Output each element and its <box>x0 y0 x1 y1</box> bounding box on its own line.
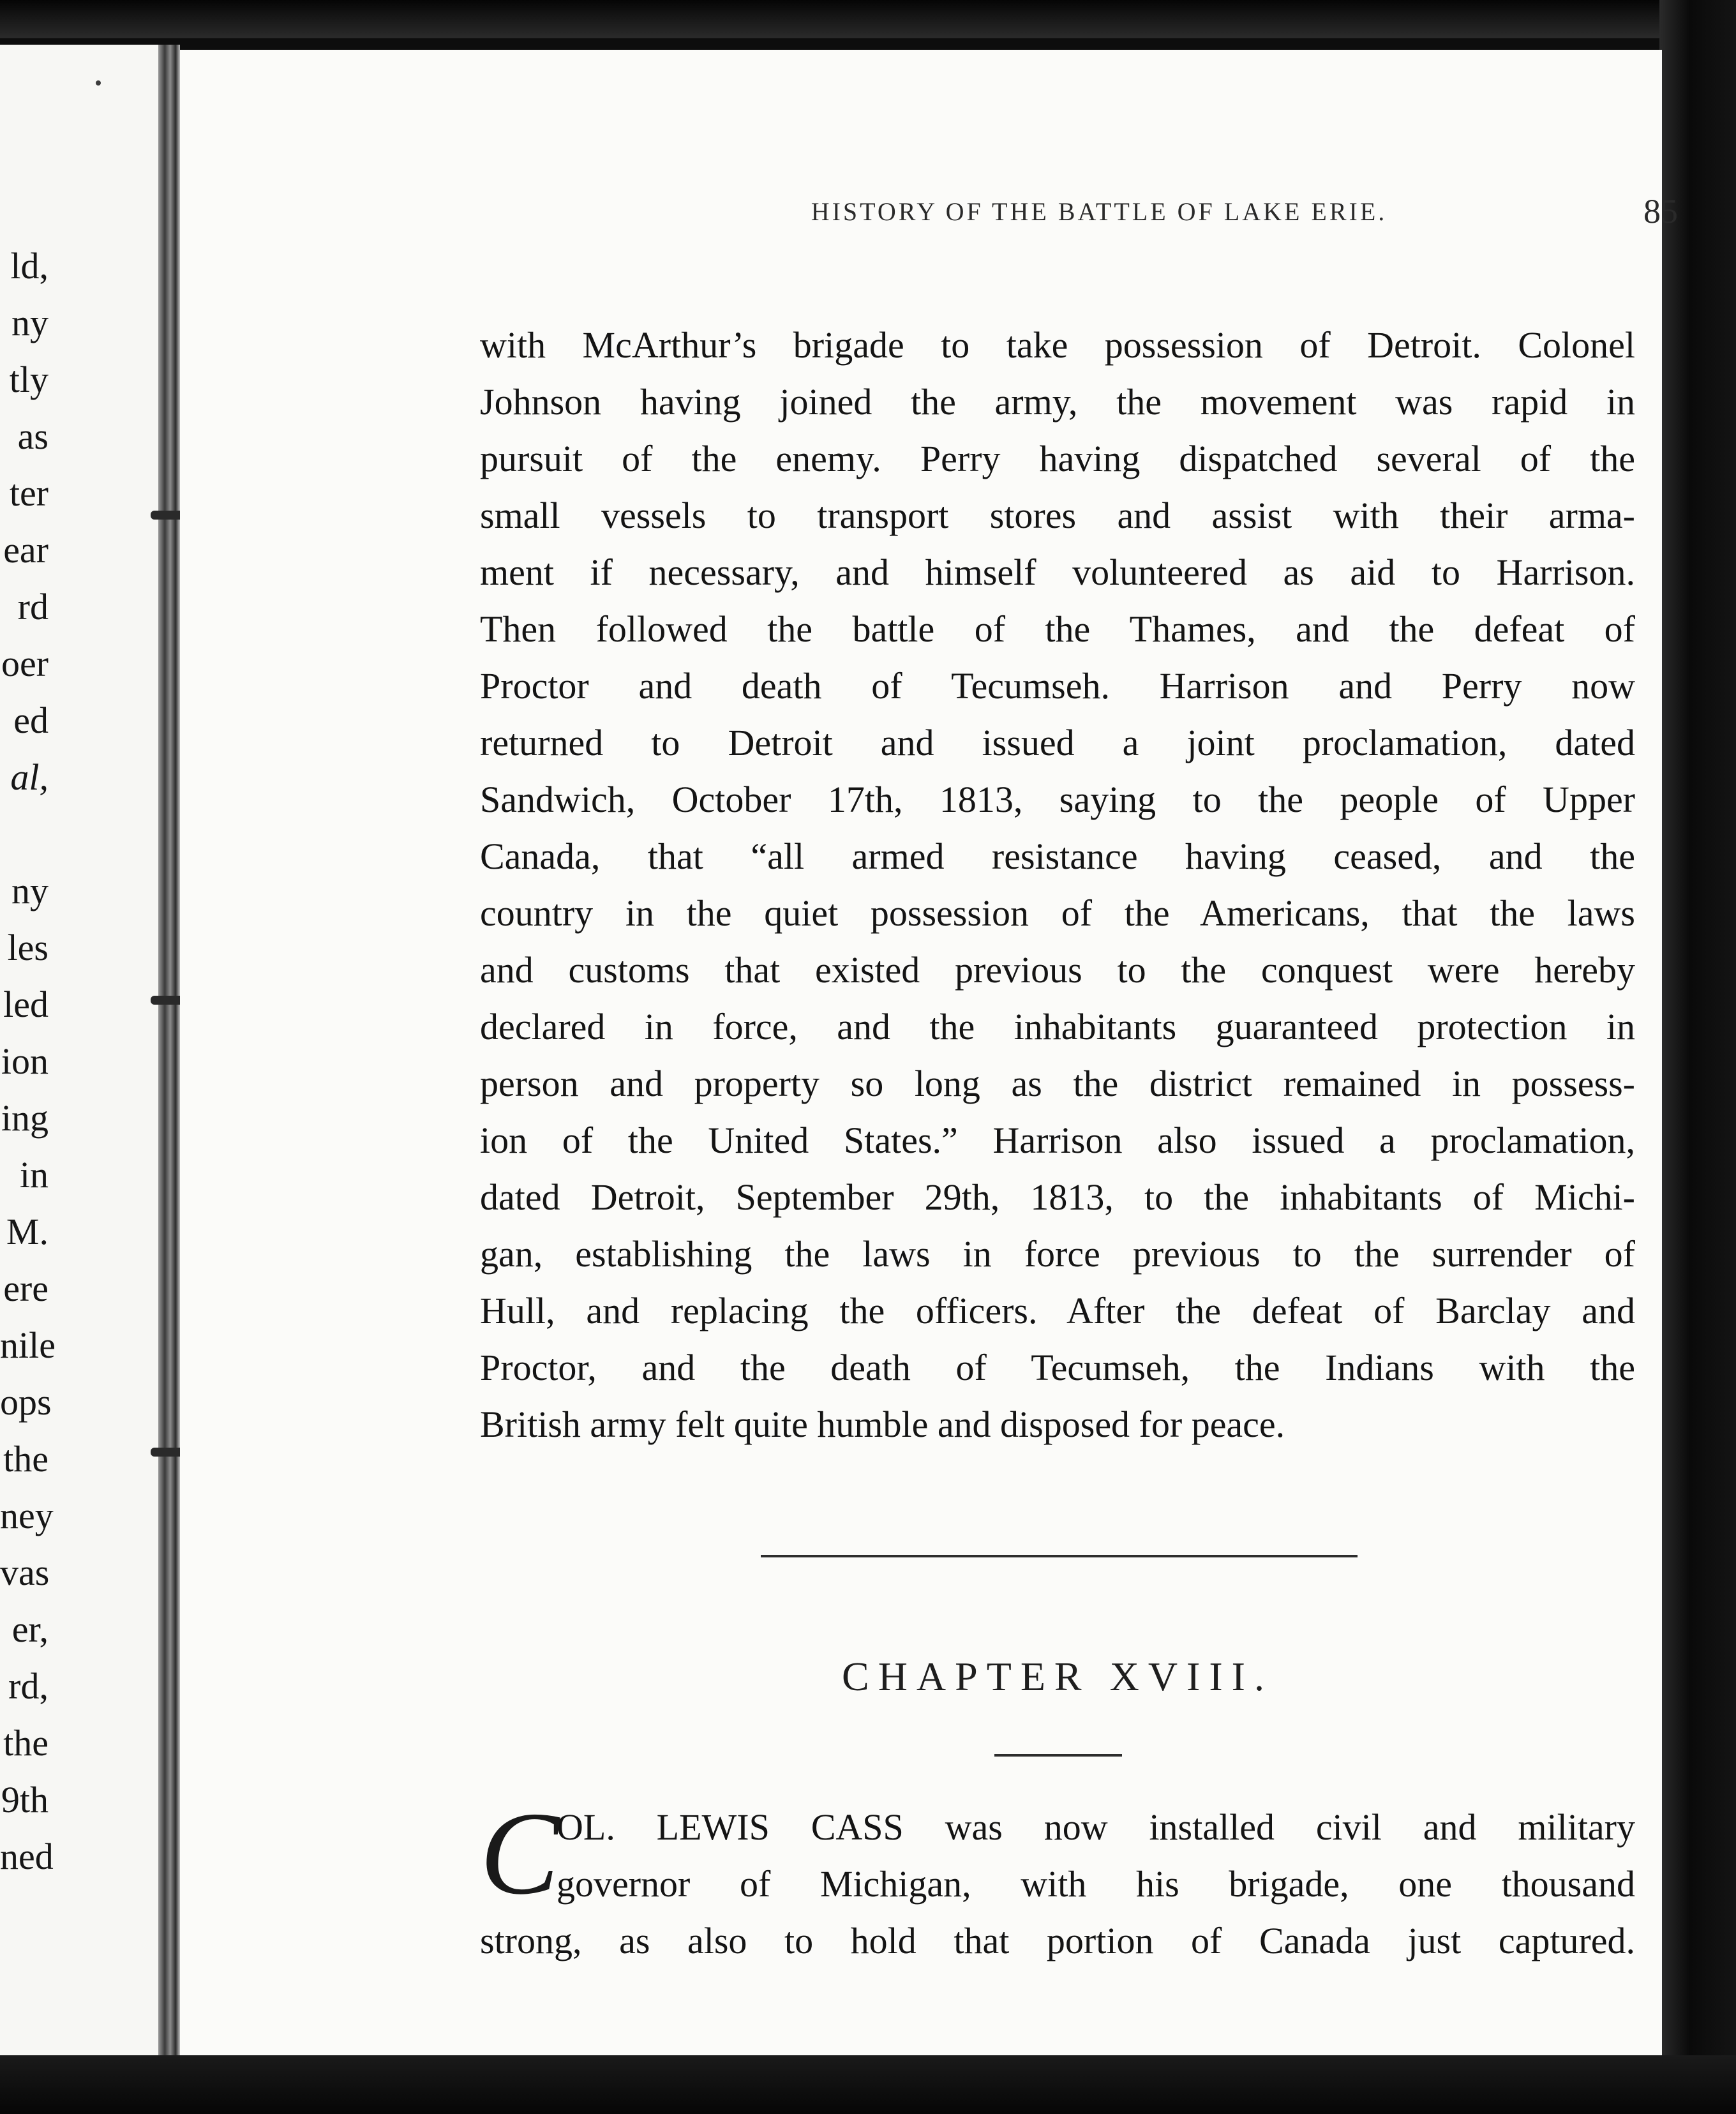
left-page-fragment: M. <box>6 1211 49 1252</box>
left-page-fragment: ld, <box>10 245 49 287</box>
left-page-fragment: rd, <box>8 1665 49 1707</box>
text-line: country in the quiet possession of the Americans, that the laws <box>480 892 1635 934</box>
text-line: OL. LEWIS CASS was now installed civil and military <box>557 1806 1635 1848</box>
chapter-title: CHAPTER XVIII. <box>842 1654 1273 1699</box>
left-page-fragment: vas <box>0 1552 50 1593</box>
left-page-fragment: tly <box>9 359 49 400</box>
left-page-fragment: 9th <box>1 1779 49 1820</box>
drop-cap: C <box>480 1788 560 1919</box>
left-page-fragment: ney <box>0 1495 54 1536</box>
left-page-fragment: ter <box>9 472 49 514</box>
left-page-fragment: er, <box>11 1608 49 1650</box>
left-page-fragment: ny <box>11 302 49 343</box>
text-line: person and property so long as the district remained in possess- <box>480 1063 1635 1104</box>
text-line: dated Detroit, September 29th, 1813, to the inhabitants of Michi- <box>480 1176 1635 1218</box>
text-line: Hull, and replacing the officers. After the defeat of Barclay and <box>480 1290 1635 1331</box>
left-page-fragment: ed <box>13 700 49 741</box>
text-line: with McArthur’s brigade to take possession of Detroit. Colonel <box>480 324 1635 366</box>
text-line: ion of the United States.” Harrison also issued a proclamation, <box>480 1120 1635 1161</box>
left-page-fragment: ion <box>1 1040 49 1082</box>
section-divider <box>761 1555 1358 1557</box>
scan-border-right <box>1659 0 1736 2114</box>
text-line: Johnson having joined the army, the movement was rapid in <box>480 381 1635 423</box>
text-line: returned to Detroit and issued a joint proclamation, dated <box>480 722 1635 763</box>
left-page-fragment: nile <box>0 1324 56 1366</box>
text-line: Proctor, and the death of Tecumseh, the Indians with the <box>480 1347 1635 1388</box>
left-page-fragment: the <box>3 1722 49 1764</box>
book-page <box>180 50 1678 2055</box>
left-page-fragment: al, <box>10 756 49 798</box>
left-page-fragment: ing <box>1 1097 49 1139</box>
left-page-fragment: ops <box>0 1381 52 1423</box>
scan-speck <box>96 80 101 86</box>
text-line: governor of Michigan, with his brigade, one thousand <box>557 1863 1635 1905</box>
scan-border-top <box>0 0 1736 38</box>
left-page-fragment: ny <box>11 870 49 911</box>
text-line: pursuit of the enemy. Perry having dispatched several of the <box>480 438 1635 479</box>
left-page-fragment: the <box>3 1438 49 1480</box>
left-page-fragment: in <box>19 1154 49 1196</box>
left-page-fragment: ned <box>0 1836 54 1877</box>
text-line: Then followed the battle of the Thames, and the defeat of <box>480 608 1635 650</box>
text-line: declared in force, and the inhabitants guaranteed protection in <box>480 1006 1635 1047</box>
scan-border-bottom <box>0 2055 1736 2114</box>
book-gutter <box>158 45 180 2055</box>
left-page-fragment: oer <box>1 643 49 684</box>
previous-page-edge <box>0 45 167 2055</box>
chapter-opening <box>480 1788 1635 1969</box>
text-line: Sandwich, October 17th, 1813, saying to the people of Upper <box>480 779 1635 820</box>
left-page-fragment: led <box>3 984 49 1025</box>
text-line: small vessels to transport stores and assist with their arma- <box>480 495 1635 536</box>
left-page-fragment: rd <box>17 586 49 627</box>
page-number: 85 <box>1643 192 1678 230</box>
text-line: ment if necessary, and himself volunteered as aid to Harrison. <box>480 551 1635 593</box>
left-page-fragment: ere <box>3 1268 49 1309</box>
running-head: HISTORY OF THE BATTLE OF LAKE ERIE. <box>811 197 1388 226</box>
left-page-fragment: as <box>17 416 49 457</box>
left-page-fragment: ear <box>3 529 49 571</box>
text-line: Proctor and death of Tecumseh. Harrison and Perry now <box>480 665 1635 707</box>
text-line: and customs that existed previous to the conquest were hereby <box>480 949 1635 991</box>
text-line: British army felt quite humble and disposed for peace. <box>480 1404 1285 1445</box>
text-line: strong, as also to hold that portion of Canada just captured. <box>480 1920 1635 1961</box>
left-page-fragment: les <box>7 927 49 968</box>
chapter-rule <box>994 1754 1122 1757</box>
body-text <box>480 317 1635 1453</box>
text-line: gan, establishing the laws in force previous to the surrender of <box>480 1233 1635 1275</box>
text-line: Canada, that “all armed resistance having ceased, and the <box>480 836 1635 877</box>
